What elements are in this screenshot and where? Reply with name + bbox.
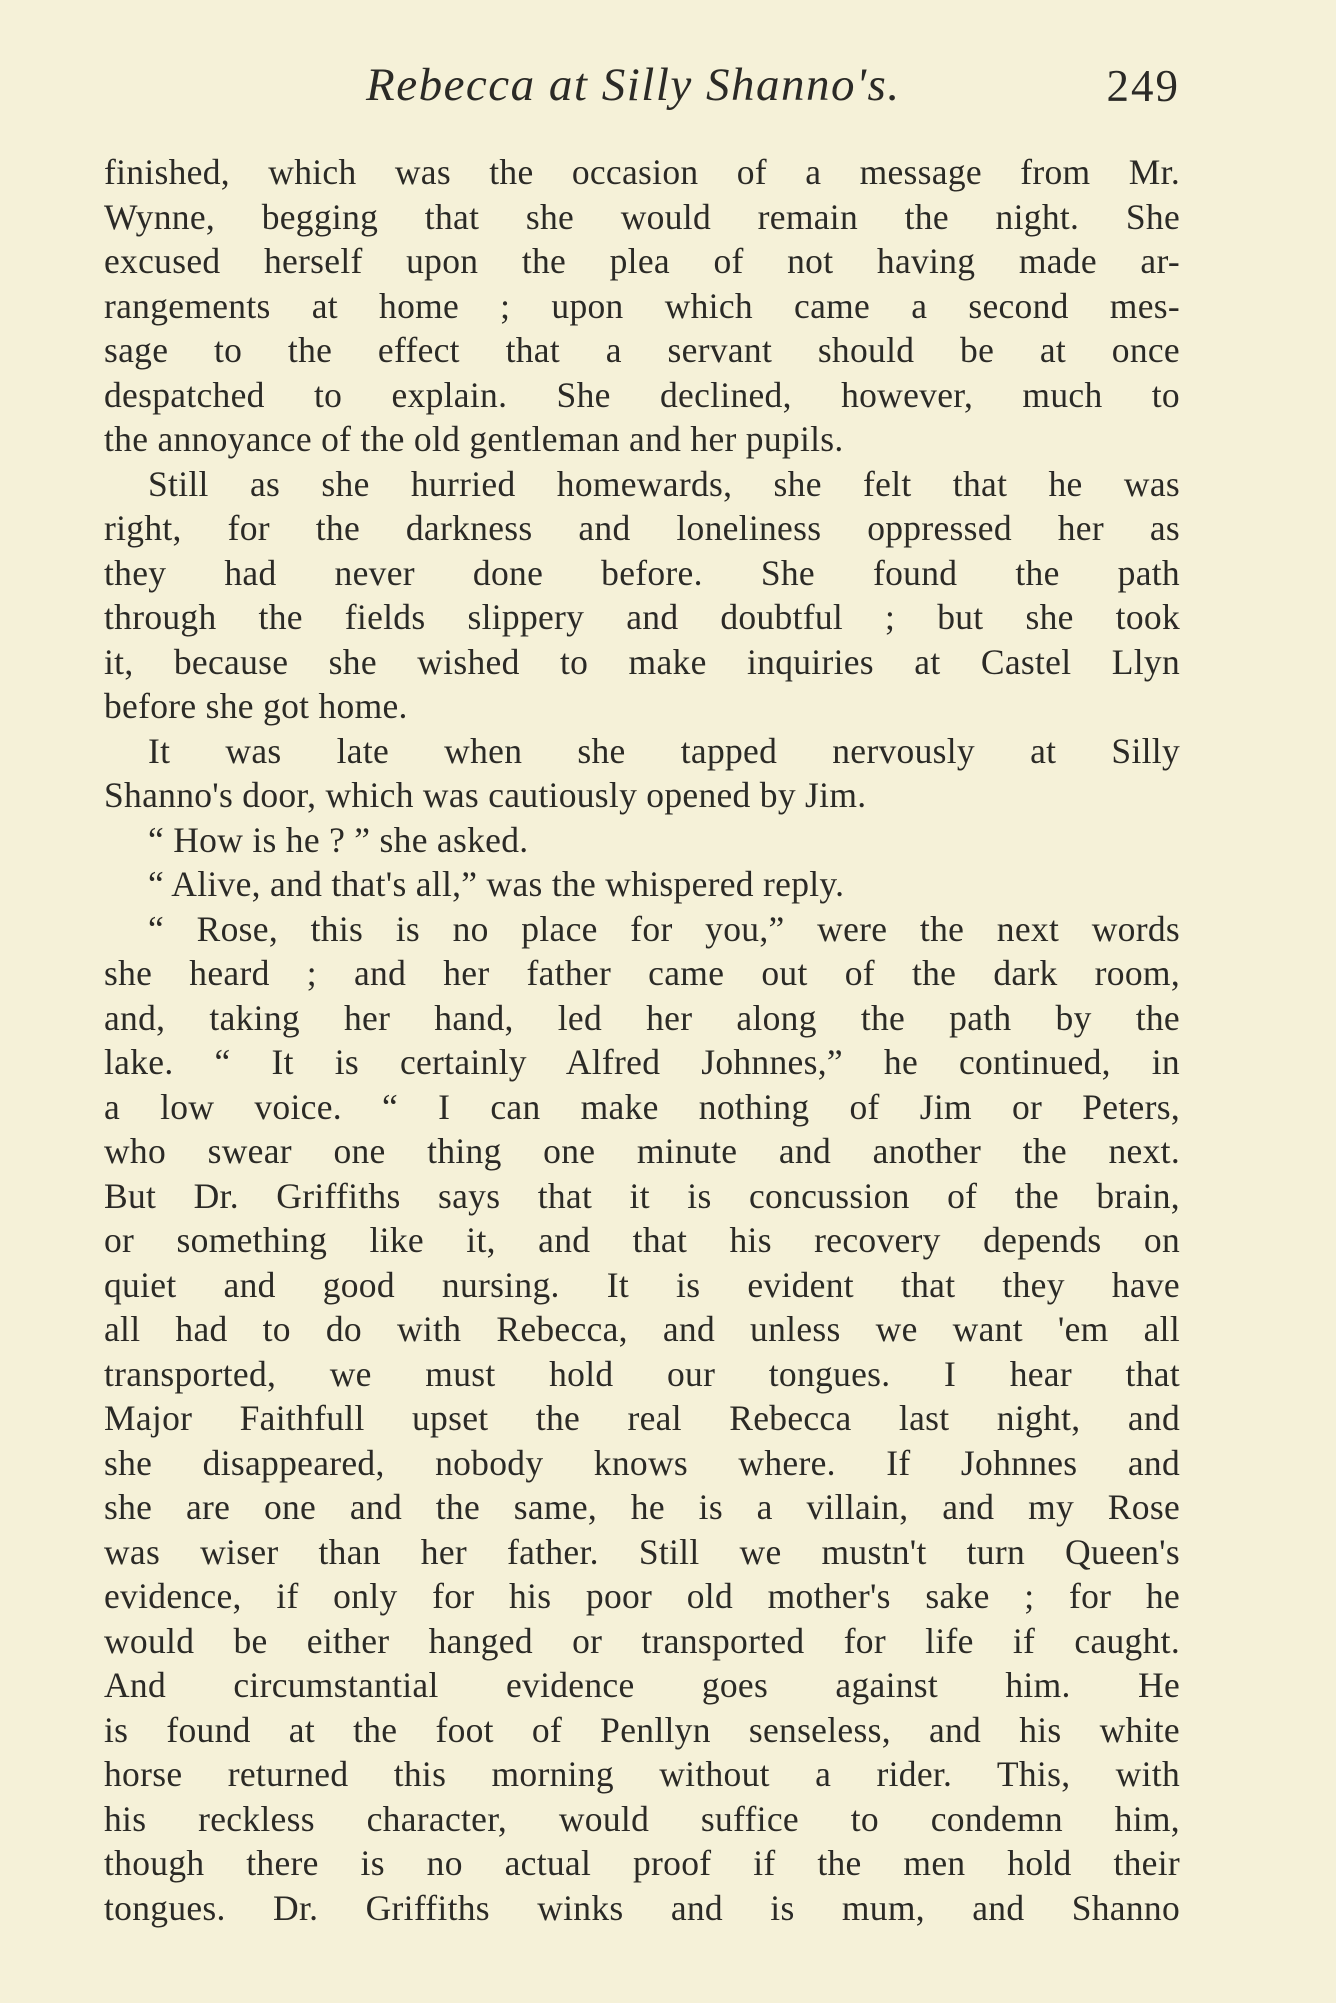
text-line: Major Faithfull upset the real Rebecca last night, and (104, 1398, 1180, 1438)
text-line: it, because she wished to make inquiries at Castel Llyn (104, 641, 1180, 682)
text-line: before she got home. (104, 686, 408, 726)
text-line: who swear one thing one minute and another the next. (104, 1131, 1180, 1171)
text-line: rangements at home ; upon which came a second mes- (104, 285, 1180, 326)
body-text (104, 150, 1180, 1930)
text-line: quiet and good nursing. It is evident that they have (104, 1264, 1180, 1305)
text-line: horse returned this morning without a rider. This, with (104, 1754, 1180, 1794)
text-line: Wynne, begging that she would remain the night. She (104, 196, 1180, 237)
text-line: “ Alive, and that's all,” was the whispered reply. (148, 864, 845, 904)
text-line: the annoyance of the old gentleman and her pupils. (104, 419, 844, 459)
running-title: Rebecca at Silly Shanno's. (366, 59, 901, 111)
text-line: tongues. Dr. Griffiths winks and is mum, and Shanno (104, 1887, 1180, 1928)
text-line: is found at the foot of Penllyn senseless, and his white (104, 1709, 1180, 1750)
text-line: a low voice. “ I can make nothing of Jim or Peters, (104, 1086, 1180, 1127)
text-line: they had never done before. She found the path (104, 552, 1180, 593)
text-line: right, for the darkness and loneliness oppressed her as (104, 508, 1180, 548)
text-line: Still as she hurried homewards, she felt that he was (148, 463, 1180, 504)
text-line: she disappeared, nobody knows where. If Johnnes and (104, 1442, 1180, 1483)
text-line: Shanno's door, which was cautiously opened by Jim. (104, 775, 867, 815)
text-line: “ Rose, this is no place for you,” were the next words (148, 908, 1180, 949)
text-line: But Dr. Griffiths says that it is concussion of the brain, (104, 1175, 1180, 1216)
text-line: she heard ; and her father came out of the dark room, (104, 953, 1180, 993)
text-line: transported, we must hold our tongues. I hear that (104, 1353, 1180, 1394)
text-line: lake. “ It is certainly Alfred Johnnes,” he continued, in (104, 1042, 1180, 1082)
text-line: or something like it, and that his recovery depends on (104, 1220, 1180, 1260)
text-line: evidence, if only for his poor old mother's sake ; for he (104, 1576, 1180, 1616)
running-head (104, 58, 1180, 118)
text-line: through the fields slippery and doubtful ; but she took (104, 597, 1180, 637)
text-line: despatched to explain. She declined, however, much to (104, 374, 1180, 415)
text-line: finished, which was the occasion of a message from Mr. (104, 152, 1180, 192)
text-line: And circumstantial evidence goes against him. He (104, 1665, 1180, 1705)
text-line: she are one and the same, he is a villain, and my Rose (104, 1487, 1180, 1527)
text-line: and, taking her hand, led her along the path by the (104, 997, 1180, 1038)
text-line: his reckless character, would suffice to condemn him, (104, 1798, 1180, 1839)
page-number: 249 (1106, 61, 1180, 111)
text-line: though there is no actual proof if the men hold their (104, 1843, 1180, 1883)
text-line: would be either hanged or transported for life if caught. (104, 1620, 1180, 1661)
text-line: was wiser than her father. Still we mustn't turn Queen's (104, 1531, 1180, 1572)
text-line: “ How is he ? ” she asked. (148, 819, 529, 860)
text-line: It was late when she tapped nervously at Silly (148, 730, 1180, 771)
text-line: all had to do with Rebecca, and unless we want 'em all (104, 1309, 1180, 1349)
text-line: excused herself upon the plea of not having made ar- (104, 241, 1180, 281)
text-line: sage to the effect that a servant should be at once (104, 330, 1180, 370)
